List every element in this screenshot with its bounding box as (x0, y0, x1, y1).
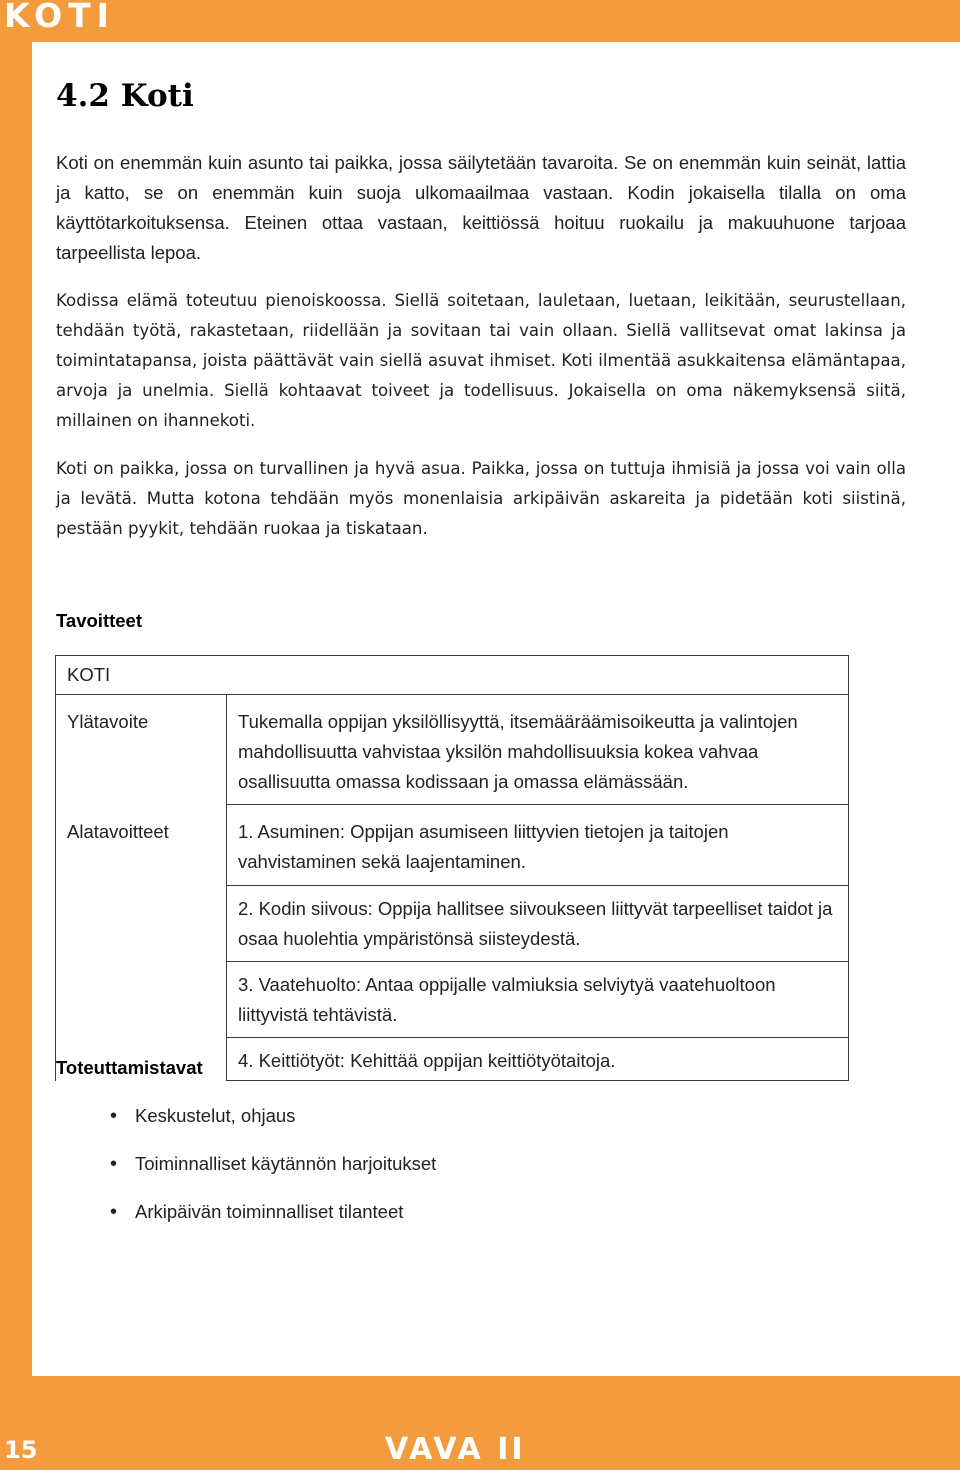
table-row (56, 695, 849, 805)
table-row (56, 656, 849, 695)
paragraph-home-safe: Koti on paikka, jossa on turvallinen ja hyvä asua. Paikka, jossa on tuttuja ihmisiä ja jossa voi vain olla ja levätä. Mutta kotona tehdään myös monenlaisia arkipäivän askareita ja pidetään koti siistinä, pestään pyykit, tehdään ruokaa ja tiskataan. (56, 459, 906, 538)
list-item-text: Toiminnalliset käytännön harjoitukset (135, 1153, 437, 1174)
sub-goal-text: 4. Keittiötyöt: Kehittää oppijan keittiötyötaitoja. (238, 1050, 616, 1071)
sub-goal-cell (227, 1038, 849, 1081)
methods-list (110, 1101, 436, 1245)
sub-goal-text: 1. Asuminen: Oppijan asumiseen liittyvien tietojen ja taitojen vahvistaminen sekä laajentaminen. (238, 821, 729, 872)
table-title: KOTI (67, 664, 111, 685)
goals-table (55, 655, 849, 1081)
page-number: 15 (4, 1436, 38, 1464)
sub-goal-cell (227, 962, 849, 1038)
sub-goals-label: Alatavoitteet (67, 820, 169, 842)
paragraph-home-life: Kodissa elämä toteutuu pienoiskoossa. Siellä soitetaan, lauletaan, luetaan, leikitään, seurustellaan, tehdään työtä, rakastetaan, riidellään ja sovitaan tai vain ollaan. Siellä vallitsevat omat lakinsa ja toimintatapansa, joista päättävät vain siellä asuvat ihmiset. Koti ilmentää asukkaitensa elämäntapaa, arvoja ja unelmia. Siellä kohtaavat toiveet ja todellisuus. Jokaisella on oma näkemyksensä siitä, millainen on ihannekoti. (56, 291, 906, 430)
intro-paragraph: Koti on enemmän kuin asunto tai paikka, jossa säilytetään tavaroita. Se on enemmän kuin seinät, lattia ja katto, se on enemmän kuin suoja ulkomaailmaa vastaan. Kodin jokaisella tilalla on oma käyttötarkoituksensa. Eteinen ottaa vastaan, keittiössä hoituu ruokailu ja makuuhuone tarjoaa tarpeellista lepoa. (56, 152, 906, 263)
footer-brand: VAVA II (385, 1432, 526, 1467)
page-title: 4.2 Koti (56, 78, 194, 114)
table-row (56, 805, 849, 886)
main-goal-text-cell (227, 695, 849, 805)
list-item (110, 1101, 436, 1149)
sub-goal-text: 2. Kodin siivous: Oppija hallitsee siivoukseen liittyvät tarpeelliset taidot ja osaa huolehtia ympäristönsä siisteydestä. (238, 898, 833, 949)
main-goal-label-cell (56, 695, 227, 805)
sub-goal-text: 3. Vaatehuolto: Antaa oppijalle valmiuksia selviytyä vaatehuoltoon liittyvistä tehtävistä. (238, 974, 776, 1025)
main-goal-text: Tukemalla oppijan yksilöllisyyttä, itsemääräämisoikeutta ja valintojen mahdollisuutta vahvistaa yksilön mahdollisuuksia kokea vahvaa osallisuutta omassa kodissaan ja omassa elämässään. (238, 711, 798, 792)
bullet-icon: • (110, 1201, 118, 1223)
table-title-cell (56, 656, 849, 695)
main-goal-label: Ylätavoite (67, 711, 149, 732)
list-item (110, 1149, 436, 1197)
sub-goal-cell (227, 886, 849, 962)
sub-goal-cell (227, 805, 849, 886)
list-item-text: Arkipäivän toiminnalliset tilanteet (135, 1201, 404, 1222)
page-content (32, 42, 960, 1376)
goals-heading: Tavoitteet (56, 610, 143, 631)
list-item (110, 1197, 436, 1245)
list-item-text: Keskustelut, ohjaus (135, 1105, 296, 1126)
sub-goals-label-cell (56, 805, 227, 1081)
section-header-label: KOTI (4, 0, 115, 35)
bullet-icon: • (110, 1105, 118, 1127)
bullet-icon: • (110, 1153, 118, 1175)
methods-heading: Toteuttamistavat (56, 1057, 203, 1078)
